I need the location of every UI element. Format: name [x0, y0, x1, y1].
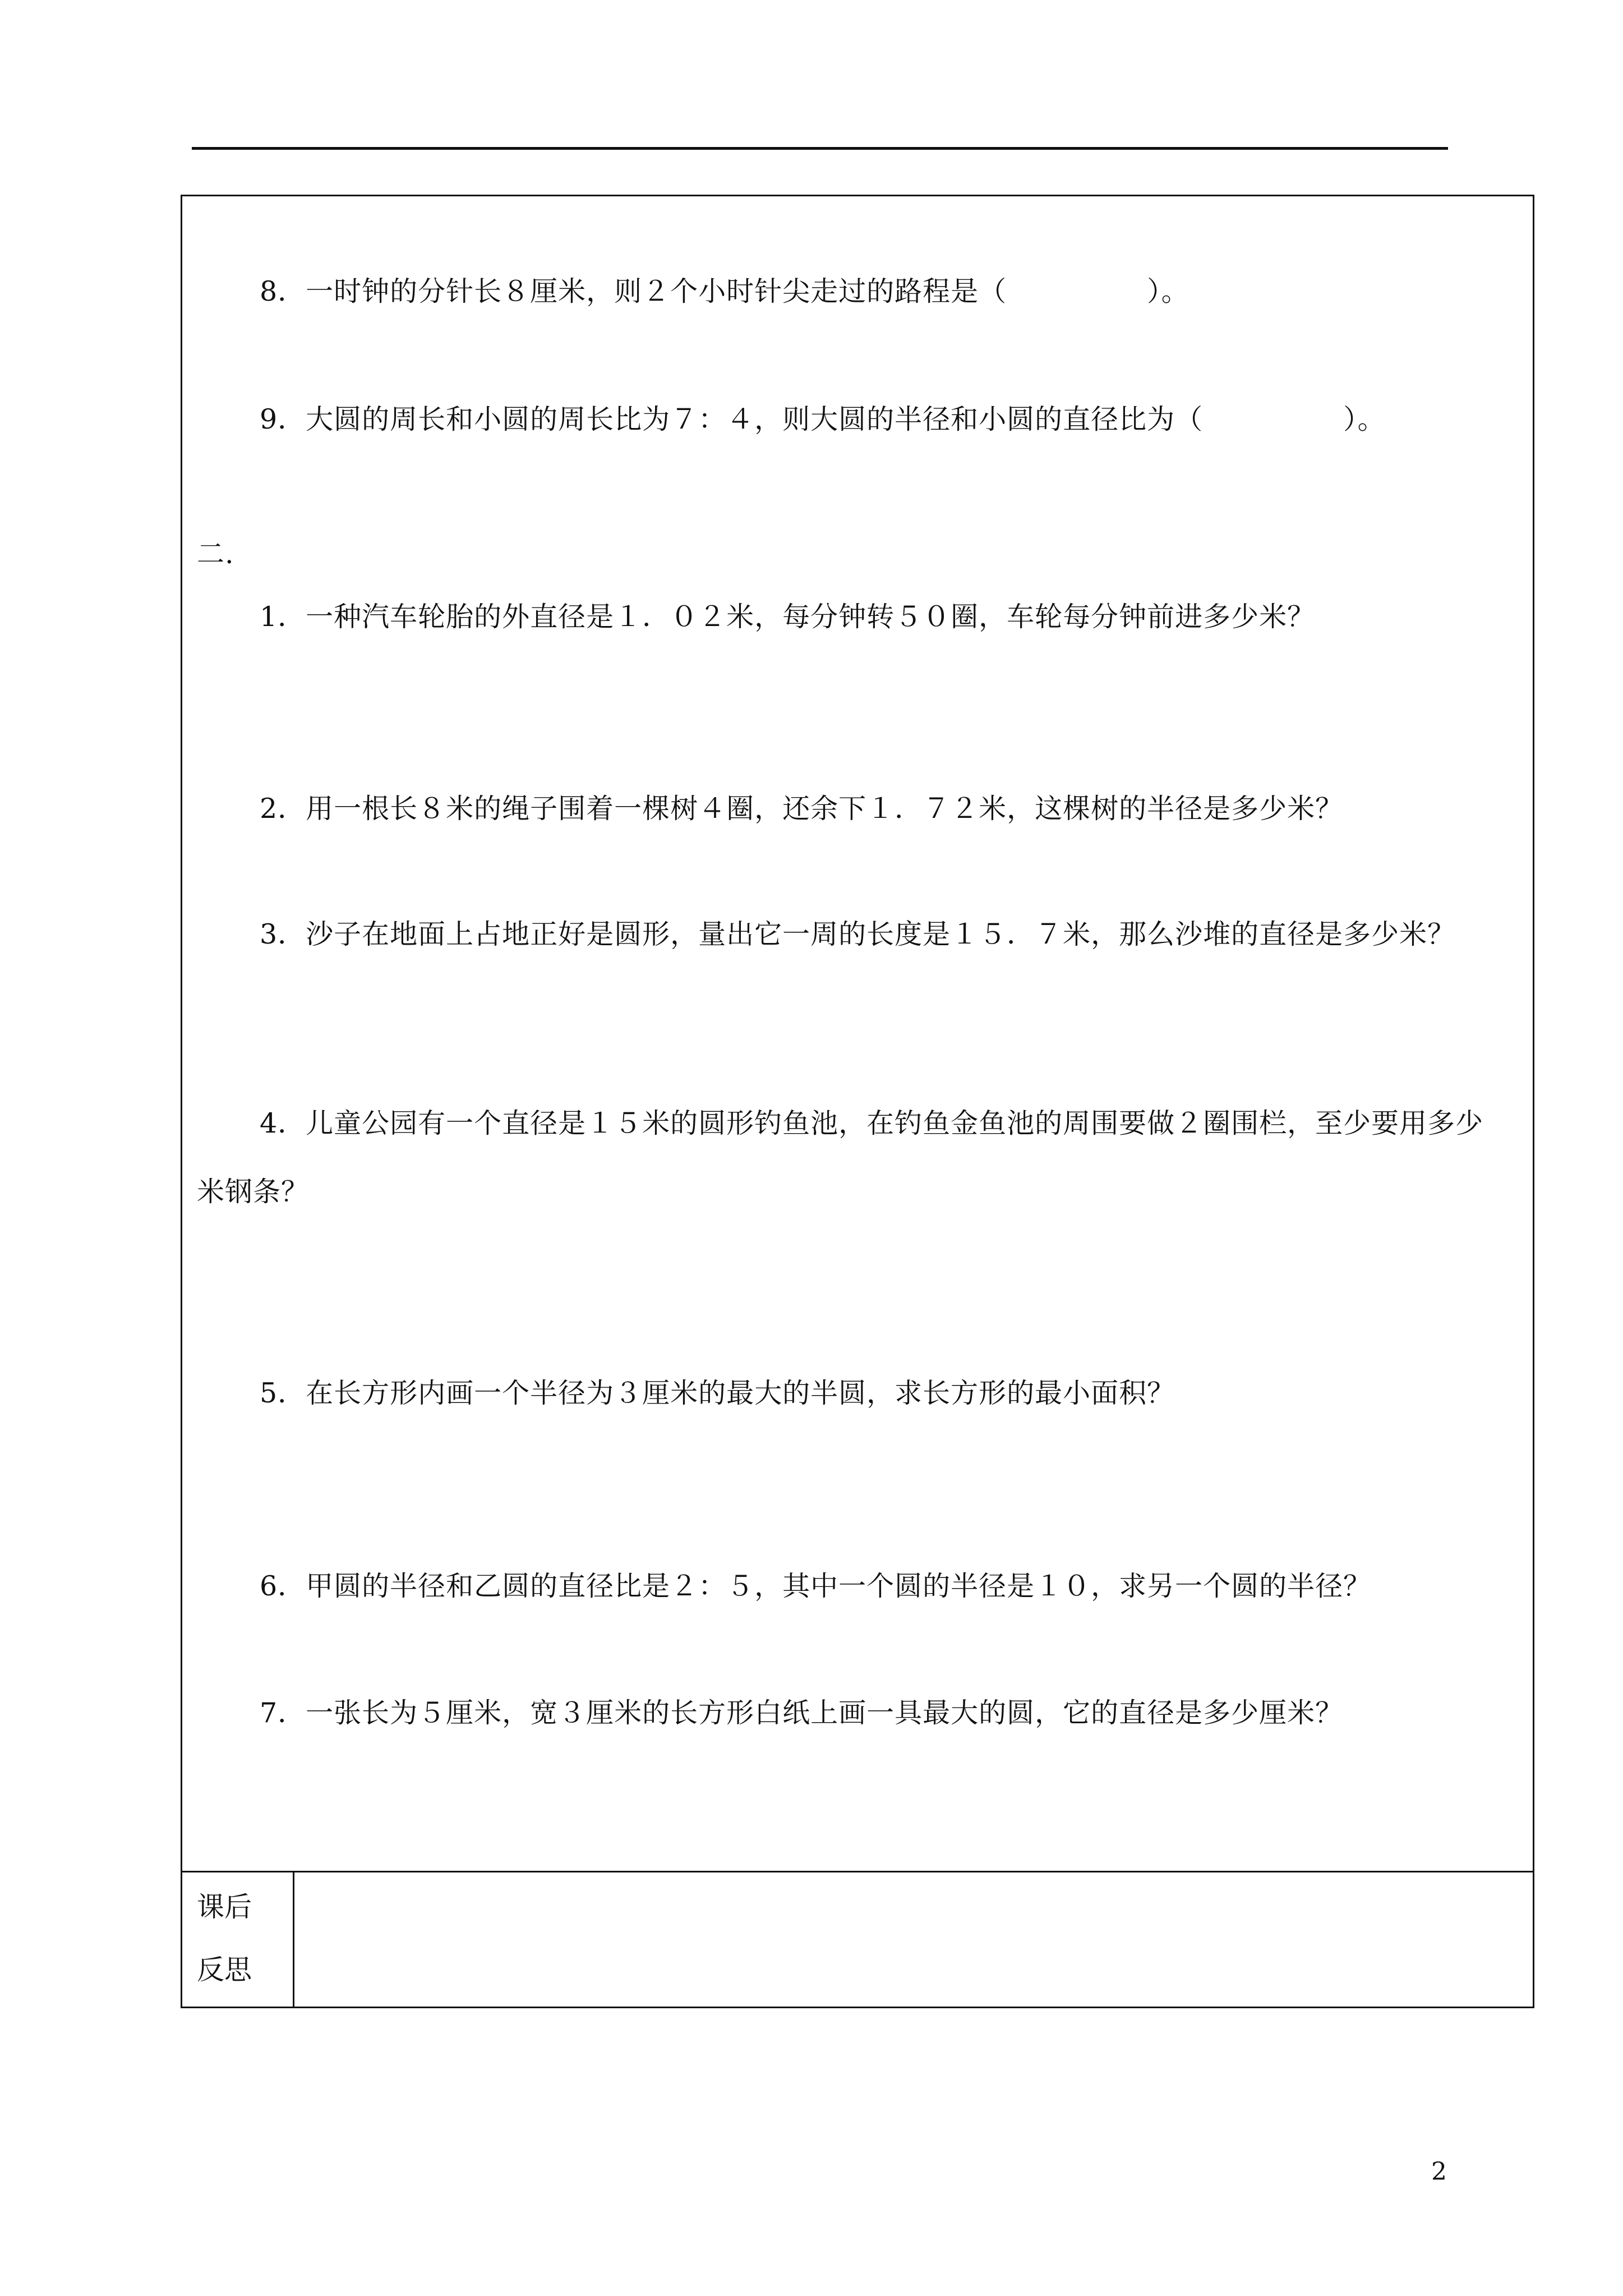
worksheet-table [181, 195, 1534, 2008]
question-2-4: 4．儿童公园有一个直径是１５米的圆形钓鱼池，在钓鱼金鱼池的周围要做２圈围栏，至少要用多少 [260, 1107, 1484, 1139]
question-2-6: 6．甲圆的半径和乙圆的直径比是２：５，其中一个圆的半径是１０，求另一个圆的半径？ [260, 1570, 1372, 1602]
question-9: 9．大圆的周长和小圆的周长比为７：４，则大圆的半径和小圆的直径比为（ ）。 [260, 403, 1386, 435]
page-number: 2 [1431, 2157, 1447, 2186]
reflection-label-line-1: 课后 [197, 1891, 252, 1923]
exercise-cell [182, 196, 1533, 1872]
question-2-7: 7．一张长为５厘米，宽３厘米的长方形白纸上画一具最大的圆，它的直径是多少厘米？ [260, 1697, 1344, 1729]
question-2-2: 2．用一根长８米的绳子围着一棵树４圈，还余下１．７２米，这棵树的半径是多少米？ [260, 793, 1344, 825]
question-2-4-continued: 米钢条？ [197, 1176, 310, 1208]
reflection-label-cell [182, 1872, 294, 2007]
question-8: 8．一时钟的分针长８厘米，则２个小时针尖走过的路程是（ ）。 [260, 275, 1189, 307]
question-2-1: 1．一种汽车轮胎的外直径是１．０２米，每分钟转５０圈，车轮每分钟前进多少米？ [260, 601, 1316, 633]
question-2-3: 3．沙子在地面上占地正好是圆形，量出它一周的长度是１５．７米，那么沙堆的直径是多少米？ [260, 918, 1456, 950]
question-2-5: 5．在长方形内画一个半径为３厘米的最大的半圆，求长方形的最小面积？ [260, 1377, 1175, 1409]
section-two-heading: 二. [197, 538, 234, 570]
reflection-content-cell [294, 1872, 1533, 2007]
header-rule [192, 147, 1448, 150]
reflection-label-line-2: 反思 [197, 1954, 252, 1986]
